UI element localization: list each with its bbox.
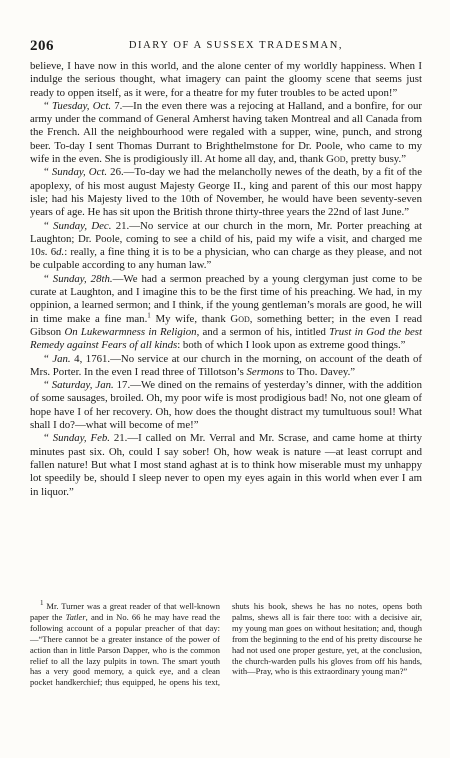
footnote-marker: 1 [40,599,44,608]
italic-text: Sunday, 28th. [52,272,113,285]
diary-paragraph [30,60,422,100]
text-run: “ [44,432,53,445]
small-caps-text: God [230,312,250,325]
text-run: My wife, thank [150,312,231,325]
text-run: 6 [47,246,57,259]
text-run: 26.—To-day we had the melancholly newes of the death, by a fit of the apoplexy, of his most august Majesty George II., king and parent of this our most happy isle; had his Majesty lived to the 10th of November, he would have been seventy-seven years of age. He has sit upon the British throne thirty-three years the 22nd of last June.” [30,166,422,219]
italic-text: s. [40,246,48,259]
italic-text: d. [56,246,65,259]
italic-text: Trust in God the best Remedy against Fears of all kinds [30,325,422,352]
small-caps-text: God [326,153,346,166]
text-run: “ [44,166,52,179]
diary-paragraph [30,166,422,219]
text-run: 4, 1761.—No service at our church in the morning, on account of the death of Mrs. Porter. In the even I read three of Tillotson’s [30,352,422,378]
page-header [30,38,422,54]
italic-text: Jan. [52,352,71,365]
text-run: , and a sermon of his, intitled [196,325,330,338]
text-run: 7.—In the even there was a rejocing at Halland, and a bonfire, for our army under the command of General Amherst having taken Montreal and all Canada from the French. All the neighbourhood were regaled with a supper, wine, punch, and strong beer. To-day I sent Thomas Durrant to Brighthelmstone for Dr. Poole, who came to my wife in the even. She is prodigiously ill. At home all day, and, thank [30,99,422,166]
text-run: : really, a fine thing it is to be a physician, who can charge as they please, and not be culpable according to any human law.” [30,246,422,272]
diary-paragraph [30,220,422,273]
page-number: 206 [30,38,54,54]
diary-paragraph [30,432,422,498]
text-run: 21.—No service at our church in the morn, Mr. Porter preaching at Laughton; Dr. Poole, coming to see a child of his, paid my wife a visit, and charged me 10 [30,219,422,259]
text-run: 17.—We dined on the remains of yesterday’s dinner, with the addition of some sausages, broiled. Oh, my poor wife is most prodigious bad! No, not one gleam of hope have I of her recovery. Oh, how does the thought distract my tumultuous soul! What shall I do?—what will become of me!” [30,379,422,432]
italic-text: On Lukewarmness in Religion [64,325,197,338]
italic-text: Saturday, Jan. [51,379,114,392]
footnote-paragraph [30,601,422,688]
text-run: to Tho. Davey.” [283,365,356,378]
running-title: DIARY OF A SUSSEX TRADESMAN, [128,40,344,51]
text-run: Mr. Turner was a great reader of that well-known paper the [30,601,220,622]
text-run: believe, I have now in this world, and the alone center of my worldly happiness. When I indulge the serious thought, what imagery can paint the gloomy scene that seems just ready to oppen itself, as it were, for a theatre for my futer troubles to be acted upon!” [30,60,422,99]
text-run: 21.—I called on Mr. Verral and Mr. Scrase, and came home at thirty minutes past six. Oh, could I say sober! Oh, how weak is nature —at least corrupt and fallen nature! But what I most stand aghast at is to think how miserable must my unhappy lot speedily be, should I sleep never to open my eyes again in this world when ever I am in liquor.” [30,432,422,498]
text-run: “ [44,99,53,112]
diary-text [30,60,422,499]
footnotes [30,601,422,688]
text-run: , and in No. 66 he may have read the following account of a popular preacher of that day:—“There cannot be a greater instance of the power of action than in little Parson Dapper, who is the common relief to all the lazy pulpits in town. The smart youth has a very good memory, a quick eye, and a clean pocket handkerchief; thus equipped, he opens his text, shuts his book, shews he has no notes, opens both palms, shews all is fair there too: with a decisive air, my young man goes on without hesitation; and, though from the beginning to the end of his pretty discourse he had not used one proper gesture, yet, at the conclusion, the church-warden pulls his gloves from off his hands, with—Pray, who is this extraordinary young man?” [30,601,422,688]
diary-paragraph [30,273,422,353]
text-run: “ [44,219,54,232]
italic-text: Sunday, Dec. [53,219,112,232]
text-run: —We had a sermon preached by a young clergyman just come to be curate at Laughton, and I imagine this to be the first time of his preaching. We had, in my oppinion, a learned sermon; and I think, if the young gentleman’s morals are good, he will in time make a fine man. [30,272,423,325]
italic-text: Sunday, Oct. [51,166,108,179]
italic-text: Sunday, Feb. [52,432,110,445]
italic-text: Tatler [65,611,86,622]
diary-paragraph [30,100,422,166]
text-run: “ [44,272,53,285]
text-run: , pretty busy.” [345,153,406,166]
text-run: “ [44,379,52,392]
diary-paragraph [30,379,422,432]
italic-text: Tuesday, Oct. [52,99,112,112]
footnote-marker: 1 [147,311,151,320]
italic-text: Sermons [246,365,284,378]
text-run: : both of which I look upon as extreme good things.” [177,339,406,352]
diary-paragraph [30,353,422,380]
text-run: “ [44,352,53,365]
text-run: , something better; in the even I read Gibson [30,312,422,338]
